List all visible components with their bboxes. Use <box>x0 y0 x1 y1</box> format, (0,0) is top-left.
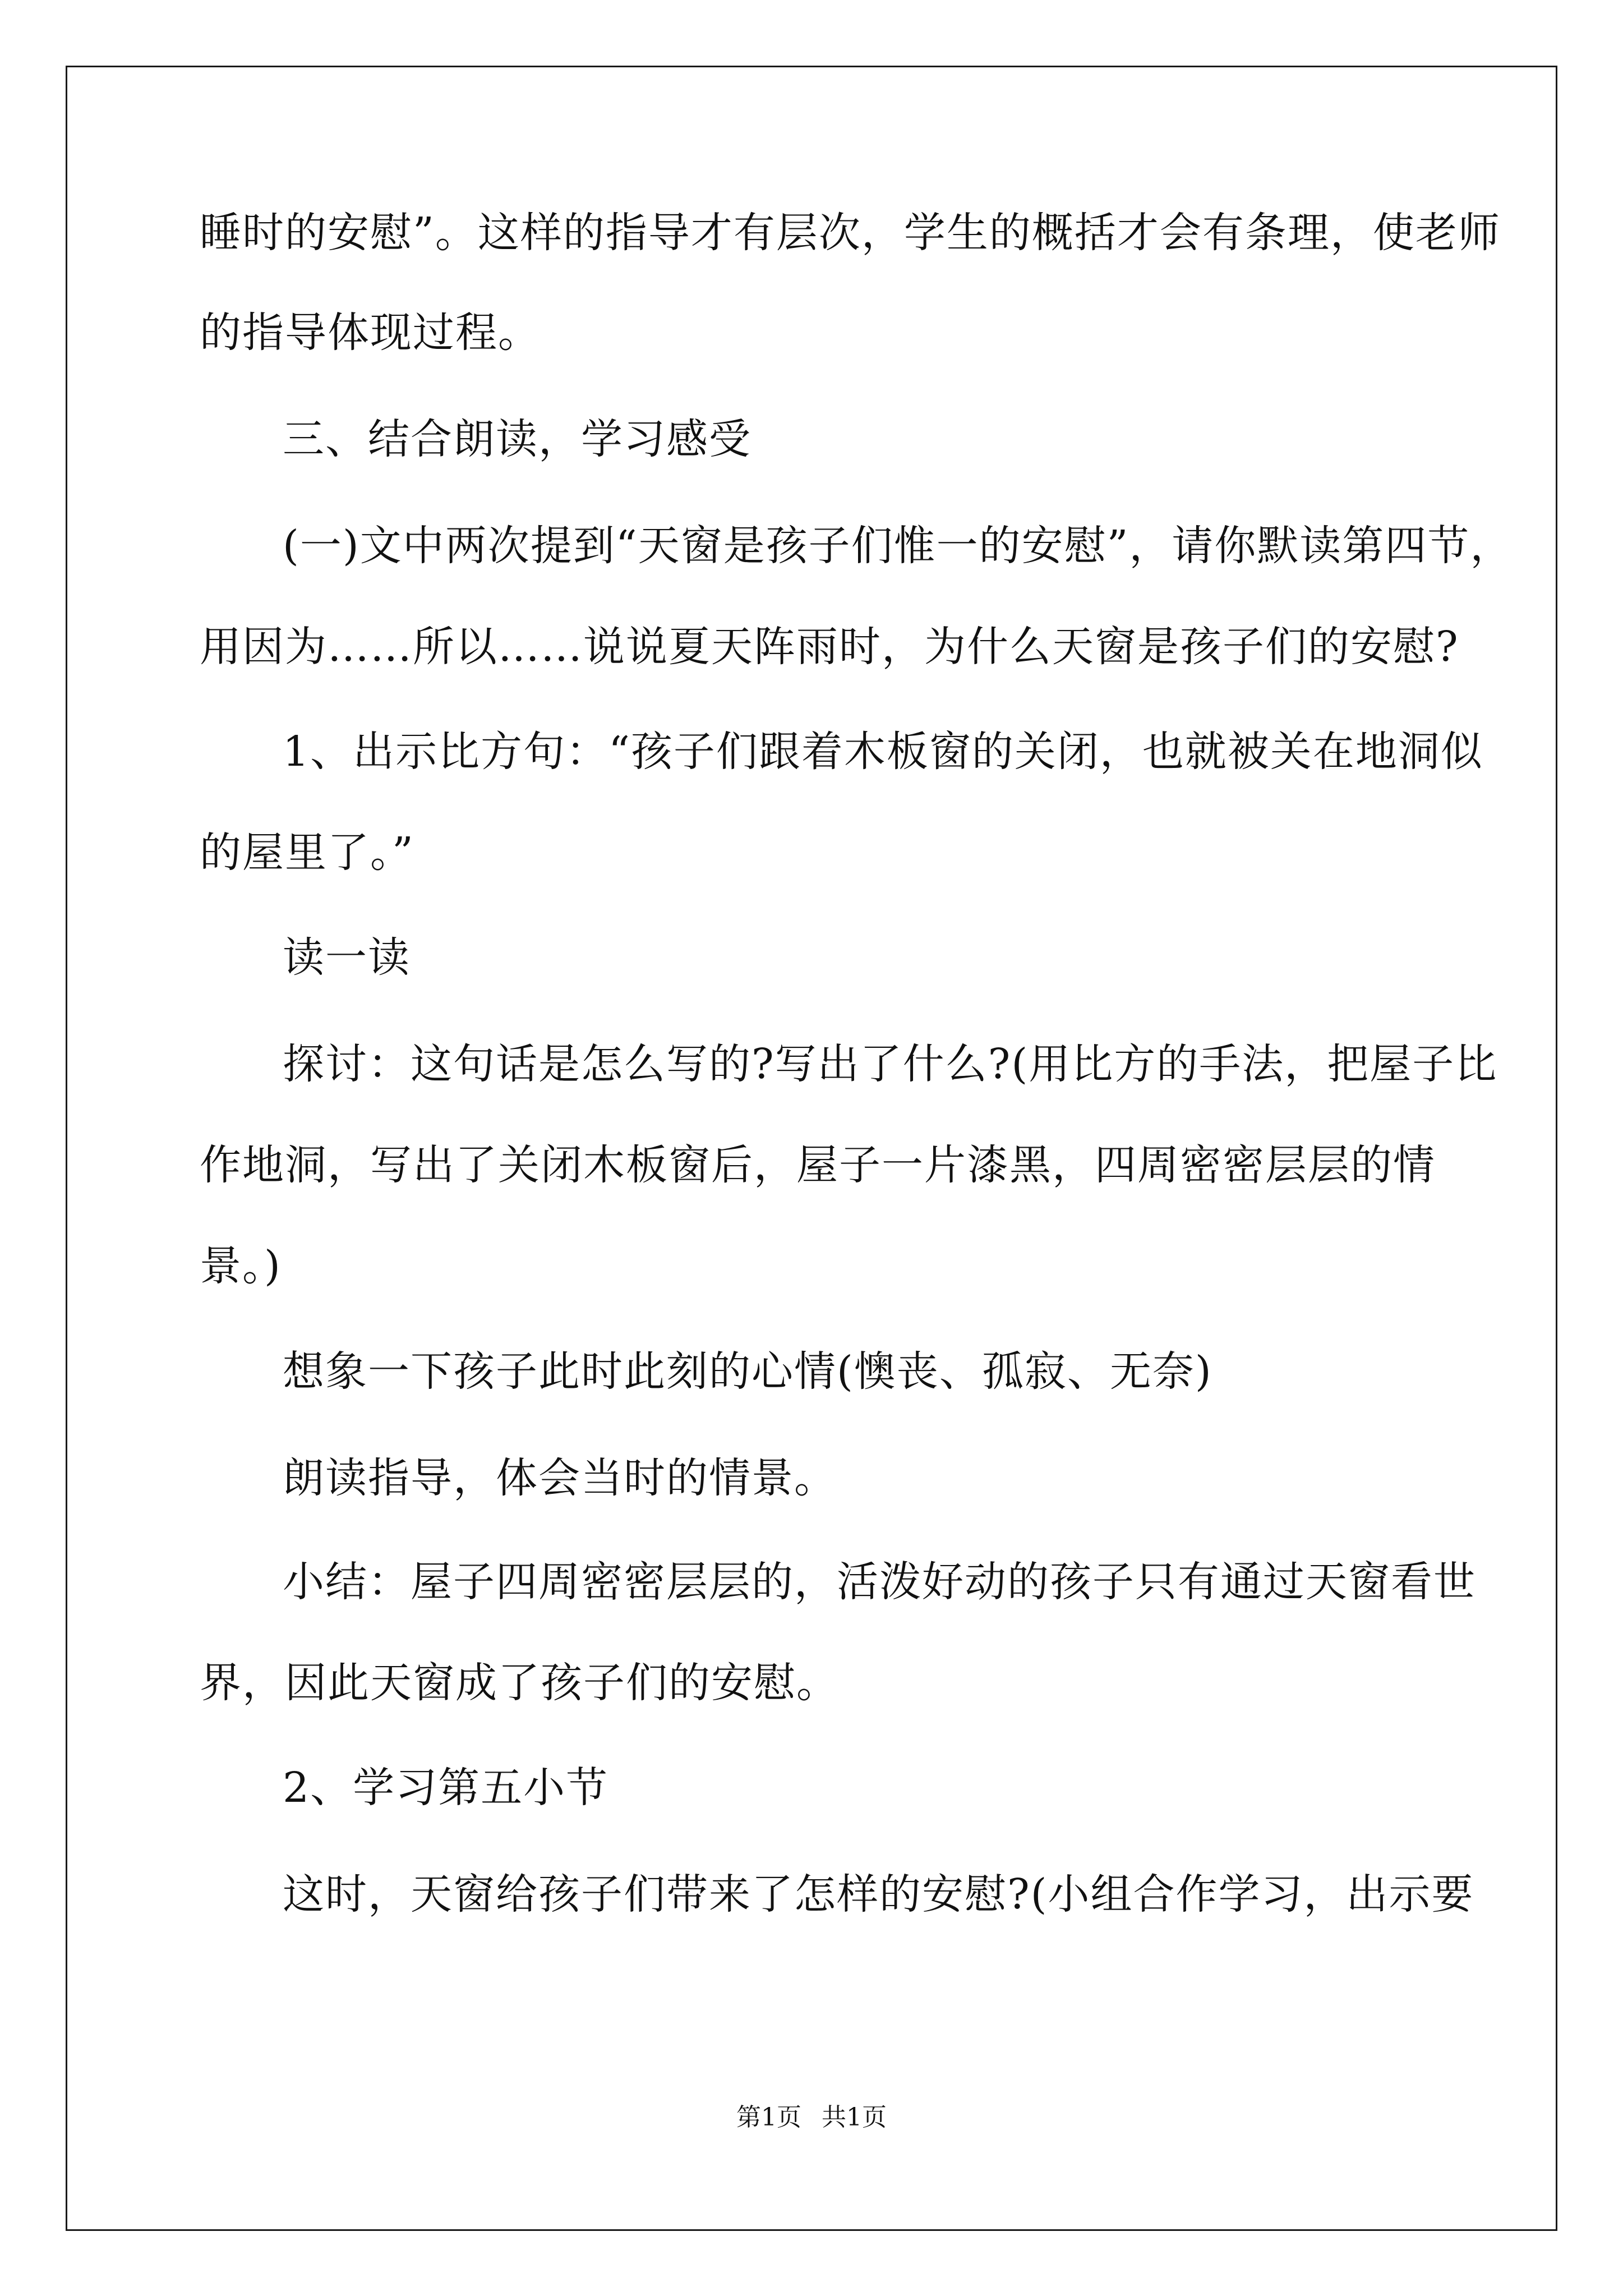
text-line: 1、出示比方句：“孩子们跟着木板窗的关闭，也就被关在地洞似 <box>283 728 1483 776</box>
text-line: 读一读 <box>283 933 411 982</box>
text-line: 探讨：这句话是怎么写的?写出了什么?(用比方的手法，把屋子比 <box>283 1040 1498 1088</box>
text-line: 界，因此天窗成了孩子们的安慰。 <box>200 1659 839 1707</box>
text-line: 睡时的安慰”。这样的指导才有层次，学生的概括才会有条理，使老师 <box>200 209 1501 257</box>
section-heading: 三、结合朗读，学习感受 <box>283 415 751 463</box>
text-line: 作地洞，写出了关闭木板窗后，屋子一片漆黑，四周密密层层的情 <box>200 1141 1436 1189</box>
text-line: 2、学习第五小节 <box>283 1764 609 1812</box>
text-line: 这时，天窗给孩子们带来了怎样的安慰?(小组合作学习，出示要 <box>283 1870 1474 1918</box>
text-line: 朗读指导，体会当时的情景。 <box>283 1454 837 1502</box>
text-line: 的指导体现过程。 <box>200 309 541 357</box>
page-footer <box>0 2101 1623 2134</box>
text-line: 的屋里了。” <box>200 829 414 877</box>
text-line: 想象一下孩子此时此刻的心情(懊丧、孤寂、无奈) <box>283 1347 1212 1396</box>
page-number: 第1页 <box>736 2103 801 2132</box>
text-line: 景。) <box>200 1242 282 1290</box>
text-line: (一)文中两次提到“天窗是孩子们惟一的安慰”，请你默读第四节， <box>283 522 1513 570</box>
text-line: 小结：屋子四周密密层层的，活泼好动的孩子只有通过天窗看世 <box>283 1558 1476 1606</box>
text-line: 用因为……所以……说说夏天阵雨时，为什么天窗是孩子们的安慰? <box>200 623 1459 671</box>
page-total: 共1页 <box>822 2103 887 2132</box>
